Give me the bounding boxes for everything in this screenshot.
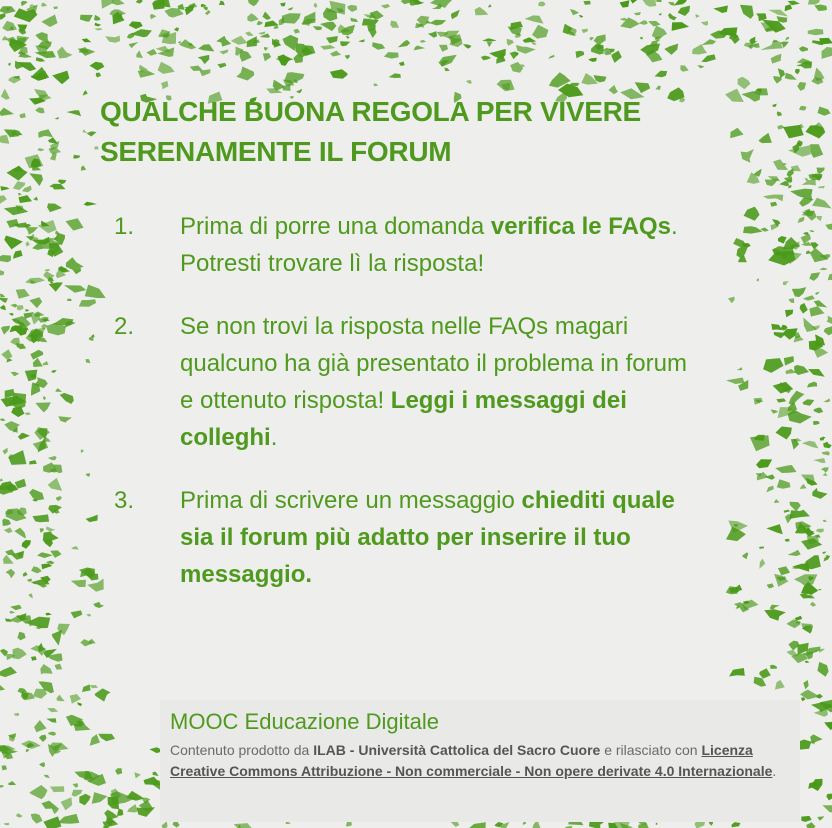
rule-number: 2. — [114, 313, 135, 340]
footer-credits — [160, 700, 800, 822]
license-link[interactable]: Licenza Creative Commons Attribuzione - Non commerciale - Non opere derivate 4.0 Internazionale — [170, 742, 773, 779]
rule-text-normal: Se non trovi la risposta nelle FAQs magari qualcuno ha già presentato il problema in forum e ottenuto risposta! — [180, 313, 687, 414]
rules-list — [114, 208, 714, 619]
rule-text — [180, 482, 700, 593]
rule-text-bold: verifica le FAQs — [490, 213, 671, 240]
footer-title: MOOC Educazione Digitale — [170, 709, 440, 734]
rule-text-bold: Leggi i messaggi dei colleghi — [180, 387, 627, 451]
rule-text-bold: chiediti quale sia il forum più adatto per inserire il tuo messaggio. — [180, 487, 675, 588]
rule-number: 3. — [114, 487, 135, 514]
rule-text — [180, 308, 700, 456]
footer-suffix: . — [772, 763, 777, 779]
rule-item-3 — [114, 482, 714, 593]
rule-text-normal: . — [270, 424, 278, 451]
rule-text-normal: Prima di porre una domanda — [180, 213, 491, 240]
title-line-1: QUALCHE BUONA REGOLA PER VIVERE — [100, 96, 641, 127]
footer-license-text — [170, 740, 786, 782]
rule-item-2 — [114, 308, 714, 456]
page-title — [100, 92, 720, 172]
rule-item-1 — [114, 208, 714, 282]
footer-org: ILAB - Università Cattolica del Sacro Cuore — [313, 742, 601, 758]
rule-text-normal: . Potresti trovare lì la risposta! — [180, 213, 678, 277]
rule-text-normal: Prima di scrivere un messaggio — [180, 487, 522, 514]
rule-text — [180, 208, 700, 282]
footer-middle: e rilasciato con — [600, 742, 702, 758]
title-line-2: SERENAMENTE IL FORUM — [100, 136, 452, 167]
footer-prefix: Contenuto prodotto da — [170, 742, 314, 758]
rule-number: 1. — [114, 213, 135, 240]
